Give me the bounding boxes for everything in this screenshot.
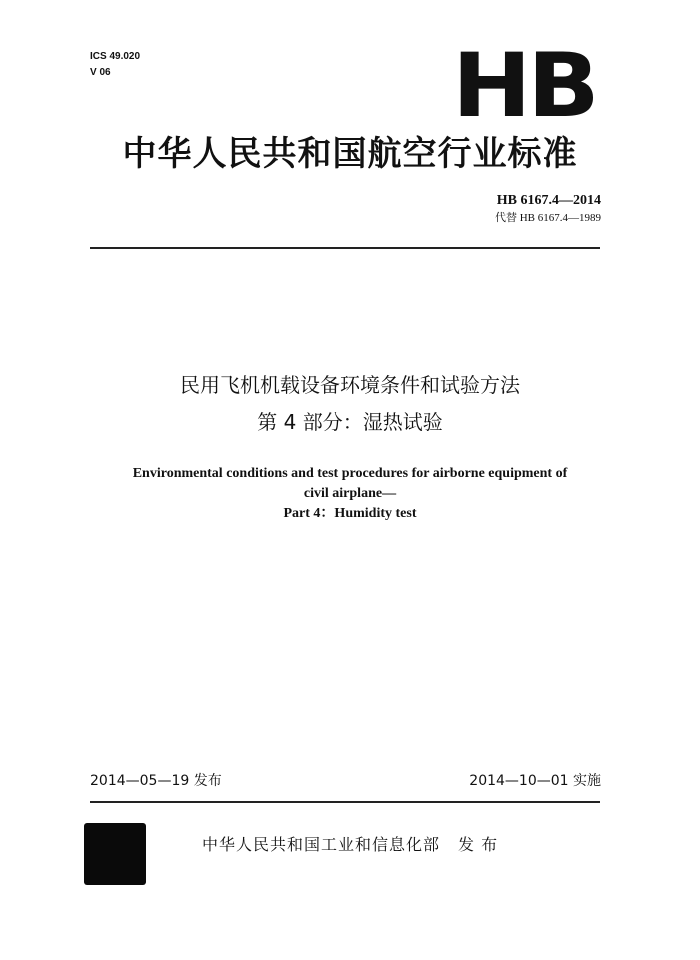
issuer-line — [202, 835, 498, 855]
english-title-line-2: civil airplane— — [303, 486, 397, 501]
top-divider — [90, 247, 600, 249]
standard-title: 中华人民共和国航空行业标准 — [122, 134, 578, 174]
chinese-title-line-2: 第 4 部分：湿热试验 — [257, 410, 443, 434]
ccs-code: V 06 — [90, 67, 111, 78]
english-title-line-1: Environmental conditions and test procedures for airborne equipment of — [132, 466, 568, 481]
replaces-standard: 代替 HB 6167.4—1989 — [494, 212, 601, 224]
issuer-name: 中华人民共和国工业和信息化部 — [202, 835, 441, 854]
hb-logo: HB — [452, 34, 596, 137]
chinese-title-line-1: 民用飞机机载设备环境条件和试验方法 — [180, 373, 520, 397]
bottom-divider — [90, 801, 600, 803]
issuer-emblem — [84, 823, 146, 885]
english-title-line-3: Part 4：Humidity test — [283, 506, 417, 521]
standard-number: HB 6167.4—2014 — [496, 193, 601, 208]
ics-code: ICS 49.020 — [90, 51, 141, 62]
implementation-date: 2014—10—01 实施 — [469, 773, 601, 789]
issue-date: 2014—05—19 发布 — [90, 773, 222, 789]
issuer-action: 发 布 — [458, 835, 499, 854]
